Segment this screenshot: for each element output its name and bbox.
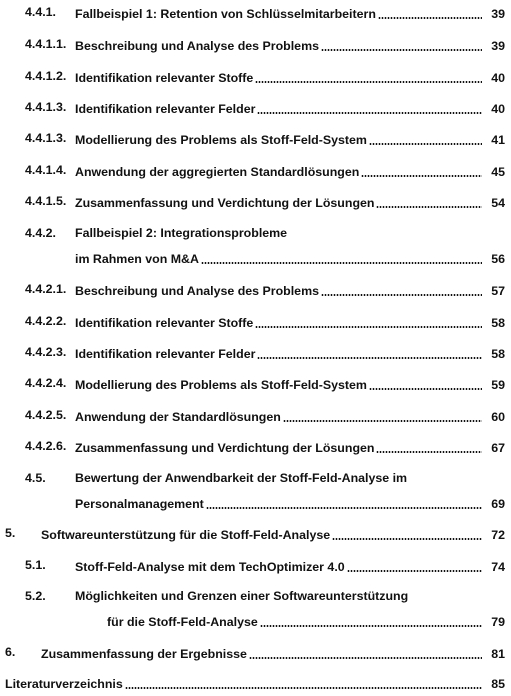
- toc-entry-title: Anwendung der Standardlösungen: [75, 410, 281, 424]
- toc-entry-title-line1: Bewertung der Anwendbarkeit der Stoff-Feld-Analyse im: [75, 471, 408, 485]
- toc-entry[interactable]: [0, 472, 511, 512]
- toc-entry[interactable]: [0, 377, 511, 397]
- toc-entry-page: 57: [491, 284, 505, 298]
- toc-entry[interactable]: [0, 195, 511, 215]
- toc-entry-title: Identifikation relevanter Felder: [75, 347, 256, 361]
- toc-entry-title: Stoff-Feld-Analyse mit dem TechOptimizer 4.0: [75, 560, 345, 574]
- toc-entry[interactable]: [0, 676, 511, 696]
- toc-leader-dots: [125, 687, 482, 689]
- toc-leader-dots: [257, 112, 482, 114]
- toc-entry[interactable]: [0, 346, 511, 366]
- toc-leader-dots: [321, 294, 482, 296]
- toc-entry[interactable]: [0, 101, 511, 121]
- toc-entry-page: 85: [491, 677, 505, 691]
- toc-entry[interactable]: [0, 6, 511, 26]
- toc-entry-page: 41: [491, 133, 505, 147]
- toc-entry-number: 4.4.2.1.: [25, 282, 67, 296]
- toc-leader-dots: [255, 326, 482, 328]
- toc-leader-dots: [378, 17, 482, 19]
- toc-entry-title: Modellierung des Problems als Stoff-Feld-System: [75, 378, 367, 392]
- toc-entry-page: 60: [491, 410, 505, 424]
- toc-entry-page: 81: [491, 647, 505, 661]
- toc-leader-dots: [283, 420, 482, 422]
- toc-entry-number: 4.4.2.3.: [25, 345, 67, 359]
- toc-entry[interactable]: [0, 227, 511, 267]
- toc-entry-number: 6.: [5, 645, 16, 659]
- toc-leader-dots: [332, 538, 482, 540]
- toc-entry-page: 72: [491, 528, 505, 542]
- toc-entry-page: 74: [491, 560, 505, 574]
- toc-entry-number: 4.5.: [25, 471, 46, 485]
- toc-leader-dots: [376, 451, 482, 453]
- toc-entry[interactable]: [0, 164, 511, 184]
- toc-entry-page: 54: [491, 196, 505, 210]
- toc-entry-page: 69: [491, 497, 505, 511]
- toc-entry[interactable]: [0, 315, 511, 335]
- toc-entry-page: 58: [491, 316, 505, 330]
- toc-entry-number: 4.4.1.2.: [25, 69, 67, 83]
- toc-entry-page: 79: [491, 615, 505, 629]
- toc-entry-number: 4.4.1.: [25, 5, 57, 19]
- toc-leader-dots: [361, 175, 482, 177]
- toc-entry-number: 4.4.2.5.: [25, 408, 67, 422]
- toc-entry-page: 58: [491, 347, 505, 361]
- toc-entry-page: 39: [491, 39, 505, 53]
- toc-leader-dots: [255, 81, 482, 83]
- toc-entry-title-line1: Möglichkeiten und Grenzen einer Softwareunterstützung: [75, 589, 409, 603]
- toc-leader-dots: [201, 262, 482, 264]
- toc-leader-dots: [369, 388, 482, 390]
- toc-entry[interactable]: [0, 559, 511, 579]
- toc-entry-number: 4.4.1.3.: [25, 131, 67, 145]
- toc-entry[interactable]: [0, 409, 511, 429]
- toc-entry[interactable]: [0, 132, 511, 152]
- toc-entry-number: 5.1.: [25, 558, 46, 572]
- toc-leader-dots: [260, 625, 482, 627]
- toc-entry[interactable]: [0, 527, 511, 547]
- toc-entry[interactable]: [0, 646, 511, 666]
- toc-leader-dots: [321, 49, 482, 51]
- toc-entry-title: Zusammenfassung und Verdichtung der Lösungen: [75, 441, 375, 455]
- toc-entry-number: 4.4.1.4.: [25, 163, 67, 177]
- toc-entry-title: Beschreibung und Analyse des Problems: [75, 284, 319, 298]
- toc-entry-title-line2: für die Stoff-Feld-Analyse: [107, 615, 258, 629]
- toc-entry-page: 67: [491, 441, 505, 455]
- toc-entry-number: 4.4.1.1.: [25, 37, 67, 51]
- toc-entry-number: 4.4.2.6.: [25, 439, 67, 453]
- toc-entry-title: Softwareunterstützung für die Stoff-Feld-Analyse: [41, 528, 331, 542]
- toc-entry-title-line2: Personalmanagement: [75, 497, 204, 511]
- toc-entry-title: Identifikation relevanter Stoffe: [75, 316, 254, 330]
- toc-entry-page: 39: [491, 7, 505, 21]
- toc-entry-title: Zusammenfassung der Ergebnisse: [41, 647, 247, 661]
- toc-entry-title: Anwendung der aggregierten Standardlösungen: [75, 165, 360, 179]
- toc-entry-title: Literaturverzeichnis: [5, 677, 123, 691]
- toc-leader-dots: [206, 507, 482, 509]
- toc-leader-dots: [347, 570, 482, 572]
- toc-leader-dots: [369, 143, 482, 145]
- toc-entry-number: 4.4.1.3.: [25, 100, 67, 114]
- toc-entry-page: 56: [491, 252, 505, 266]
- toc-entry-number: 5.: [5, 526, 16, 540]
- toc-entry-page: 40: [491, 102, 505, 116]
- toc-entry[interactable]: [0, 38, 511, 58]
- toc-leader-dots: [257, 357, 482, 359]
- toc-entry[interactable]: [0, 590, 511, 630]
- toc-entry-number: 4.4.2.4.: [25, 376, 67, 390]
- toc-entry-number: 4.4.2.: [25, 226, 57, 240]
- toc-entry-page: 40: [491, 71, 505, 85]
- toc-entry-page: 59: [491, 378, 505, 392]
- toc-entry-title: Modellierung des Problems als Stoff-Feld-System: [75, 133, 367, 147]
- toc-entry-title-line1: Fallbeispiel 2: Integrationsprobleme: [75, 226, 288, 240]
- toc-entry-title: Identifikation relevanter Felder: [75, 102, 256, 116]
- toc-entry[interactable]: [0, 440, 511, 460]
- toc-entry-title: Beschreibung und Analyse des Problems: [75, 39, 319, 53]
- toc-entry-title: Zusammenfassung und Verdichtung der Lösungen: [75, 196, 375, 210]
- toc-entry-number: 4.4.2.2.: [25, 314, 67, 328]
- toc-entry[interactable]: [0, 283, 511, 303]
- toc-entry-number: 4.4.1.5.: [25, 194, 67, 208]
- toc-leader-dots: [376, 206, 482, 208]
- toc-entry-page: 45: [491, 165, 505, 179]
- toc-entry[interactable]: [0, 70, 511, 90]
- toc-entry-title: Fallbeispiel 1: Retention von Schlüsselmitarbeitern: [75, 7, 376, 21]
- toc-entry-number: 5.2.: [25, 589, 46, 603]
- toc-leader-dots: [249, 657, 482, 659]
- toc-entry-title: Identifikation relevanter Stoffe: [75, 71, 254, 85]
- toc-entry-title-line2: im Rahmen von M&A: [75, 252, 199, 266]
